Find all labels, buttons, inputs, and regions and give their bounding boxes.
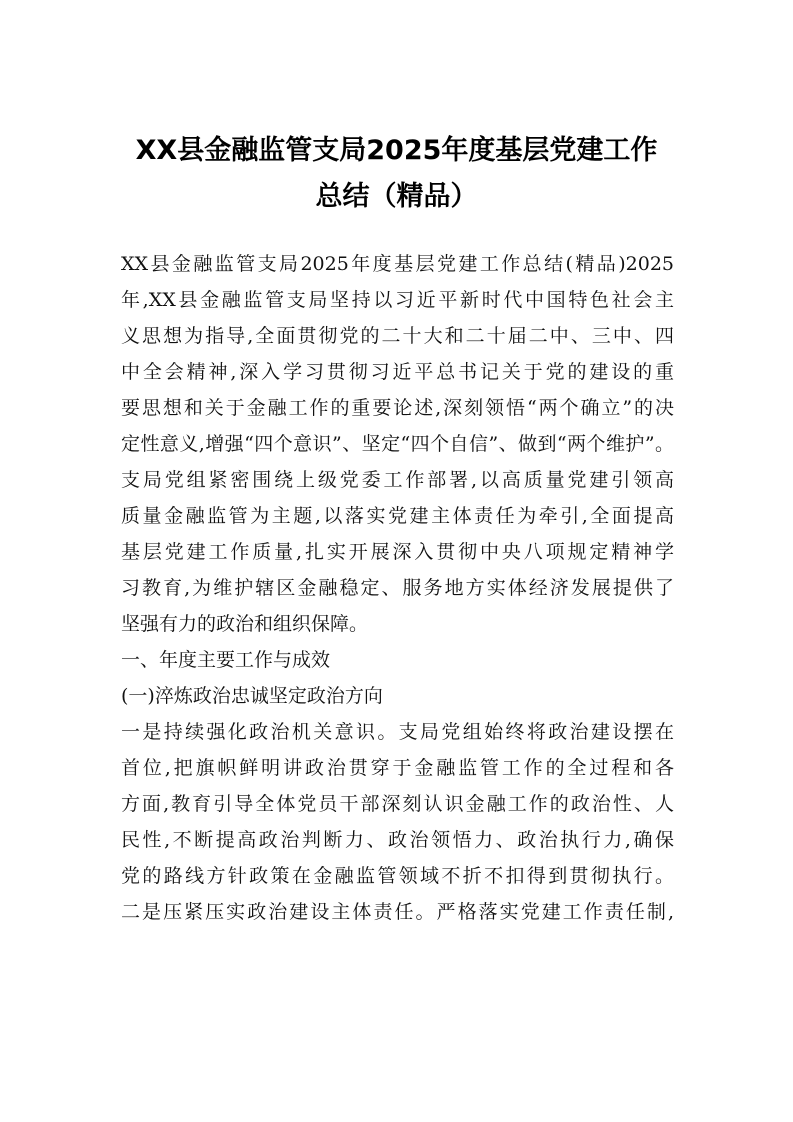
subsection-heading: (一)淬炼政治忠诚坚定政治方向: [121, 685, 383, 707]
body-line: 要思想和关于金融工作的重要论述,深刻领悟“两个确立”的决: [121, 397, 674, 419]
body-line: 中全会精神,深入学习贯彻习近平总书记关于党的建设的重: [121, 361, 674, 383]
body-line: 二是压紧压实政治建设主体责任。严格落实党建工作责任制,: [121, 901, 674, 923]
body-line: 民性,不断提高政治判断力、政治领悟力、政治执行力,确保: [121, 829, 674, 851]
document-title-line-1: XX县金融监管支局2025年度基层党建工作: [135, 135, 658, 166]
body-line: 首位,把旗帜鲜明讲政治贯穿于金融监管工作的全过程和各: [121, 757, 674, 779]
body-line: 基层党建工作质量,扎实开展深入贯彻中央八项规定精神学: [121, 541, 674, 563]
document-body: [121, 246, 674, 930]
body-line: XX县金融监管支局2025年度基层党建工作总结(精品)2025: [121, 253, 674, 275]
body-line: 习教育,为维护辖区金融稳定、服务地方实体经济发展提供了: [121, 577, 674, 599]
body-line: 质量金融监管为主题,以落实党建主体责任为牵引,全面提高: [121, 505, 674, 527]
body-line: 支局党组紧密围绕上级党委工作部署,以高质量党建引领高: [121, 469, 674, 491]
body-line: 党的路线方针政策在金融监管领域不折不扣得到贯彻执行。: [121, 865, 674, 887]
body-line: 义思想为指导,全面贯彻党的二十大和二十届二中、三中、四: [121, 325, 674, 347]
body-line: 方面,教育引导全体党员干部深刻认识金融工作的政治性、人: [121, 793, 674, 815]
body-line: 坚强有力的政治和组织保障。: [121, 613, 369, 635]
body-line: 一是持续强化政治机关意识。支局党组始终将政治建设摆在: [121, 721, 674, 743]
document-title-line-2: 总结（精品）: [315, 181, 478, 212]
body-line: 定性意义,增强“四个意识”、坚定“四个自信”、做到“两个维护”。: [121, 433, 674, 455]
body-line: 年,XX县金融监管支局坚持以习近平新时代中国特色社会主: [121, 289, 674, 311]
section-heading: 一、年度主要工作与成效: [121, 649, 331, 671]
